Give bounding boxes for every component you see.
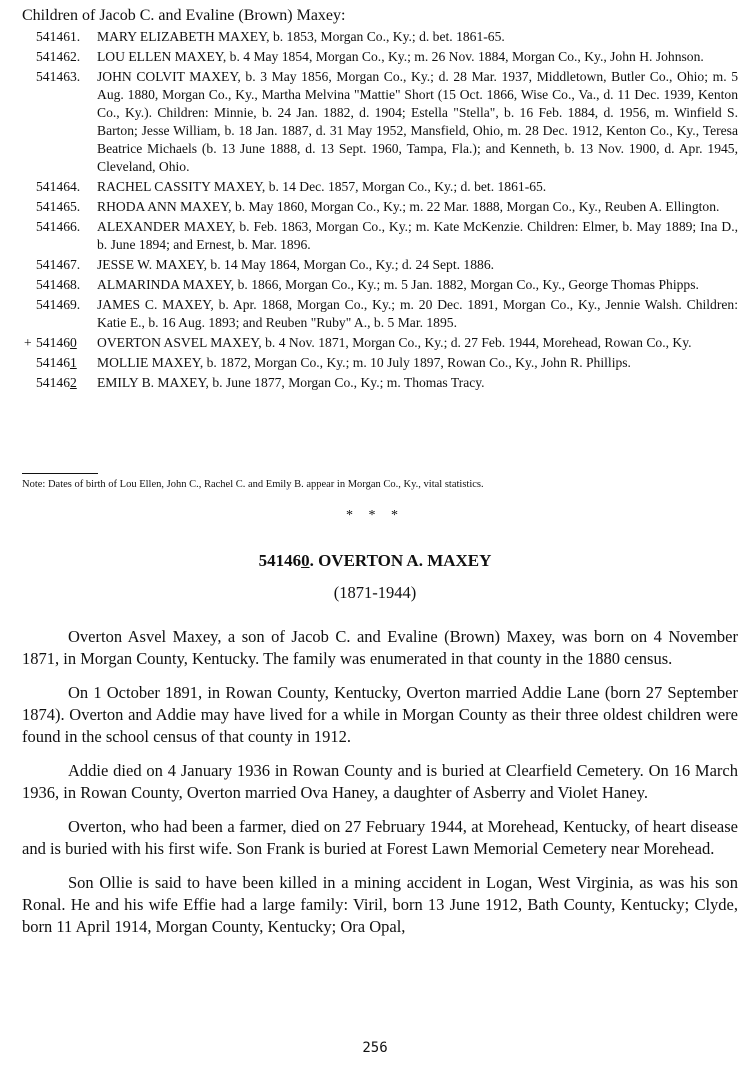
child-entry xyxy=(0,48,750,66)
entry-text: LOU ELLEN MAXEY, b. 4 May 1854, Morgan Co., Ky.; m. 26 Nov. 1884, Morgan Co., Ky., John H. Johnson. xyxy=(97,49,704,64)
entry-text: JOHN COLVIT MAXEY, b. 3 May 1856, Morgan Co., Ky.; d. 28 Mar. 1937, Middletown, Butler Co., Ohio; m. 5 Aug. 1880, Morgan Co., Ky., Martha Melvina "Mattie" Short (15 Oct. 1866, Wise Co., Va., d. 11 Dec. 1939, Kenton Co., Ky.). Children: Minnie, b. 24 Jan. 1882, d. 1904; Estella "Stella", b. 16 Feb. 1884, d. 1956, m. Winfield S. Barton; Jesse William, b. 18 Jan. 1887, d. 31 May 1952, Mansfield, Ohio, m. 28 Dec. 1912, Kenton Co., Ky., Teresa Beatrice Michaels (b. 13 June 1888, d. 13 Sept. 1960, Tampa, Fla.); and Kenneth, b. 13 Nov. 1900, d. Apr. 1945, Cleveland, Ohio. xyxy=(97,69,738,174)
entry-number-base: 541468. xyxy=(36,277,81,292)
child-entry xyxy=(0,198,750,216)
entry-number-base: 54146 xyxy=(36,375,70,390)
entry-number-base: 541466. xyxy=(36,219,81,234)
entry-number-base: 541462. xyxy=(36,49,81,64)
child-entry xyxy=(0,334,750,352)
line-marker: + xyxy=(24,335,32,350)
section-heading xyxy=(0,550,750,572)
page-number: 256 xyxy=(362,1040,388,1056)
entry-number xyxy=(36,354,96,372)
entry-number xyxy=(36,256,96,274)
paragraph: Addie died on 4 January 1936 in Rowan County and is buried at Clearfield Cemetery. On 16 March 1936, in Rowan County, Overton married Ova Haney, a daughter of Asberry and Violet Haney. xyxy=(22,761,738,802)
section-separator: * * * xyxy=(346,508,404,523)
entry-text: RHODA ANN MAXEY, b. May 1860, Morgan Co., Ky.; m. 22 Mar. 1888, Morgan Co., Ky., Reuben A. Ellington. xyxy=(97,199,720,214)
children-intro: Children of Jacob C. and Evaline (Brown) Maxey: xyxy=(22,7,346,24)
entry-number-base: 541465. xyxy=(36,199,81,214)
entry-text: ALEXANDER MAXEY, b. Feb. 1863, Morgan Co., Ky.; m. Kate McKenzie. Children: Elmer, b. May 1889; Ina D., b. June 1894; and Ernest, b. Mar. 1896. xyxy=(97,219,738,252)
paragraph: Son Ollie is said to have been killed in a mining accident in Logan, West Virginia, as was his son Ronal. He and his wife Effie had a large family: Viril, born 13 June 1912, Bath County, Kentucky; Clyde, born 11 April 1914, Morgan County, Kentucky; Ora Opal, xyxy=(22,873,738,936)
entry-number xyxy=(36,334,96,352)
entry-text: EMILY B. MAXEY, b. June 1877, Morgan Co., Ky.; m. Thomas Tracy. xyxy=(97,375,485,390)
entry-text: MOLLIE MAXEY, b. 1872, Morgan Co., Ky.; m. 10 July 1897, Rowan Co., Ky., John R. Phillips. xyxy=(97,355,631,370)
entry-number-digit: 0 xyxy=(69,335,77,350)
entry-number xyxy=(36,178,96,196)
entry-number-base: 541463. xyxy=(36,69,81,84)
life-dates: (1871-1944) xyxy=(333,583,417,602)
entry-text: OVERTON ASVEL MAXEY, b. 4 Nov. 1871, Morgan Co., Ky.; d. 27 Feb. 1944, Morehead, Rowan Co., Ky. xyxy=(97,335,692,350)
entry-number xyxy=(36,28,96,46)
entry-number xyxy=(36,68,96,86)
entry-number xyxy=(36,48,96,66)
entry-number xyxy=(36,218,96,236)
entry-number xyxy=(36,276,96,294)
child-entry xyxy=(0,28,750,46)
paragraph: Overton Asvel Maxey, a son of Jacob C. and Evaline (Brown) Maxey, was born on 4 November 1871, in Morgan County, Kentucky. The family was enumerated in that county in the 1880 census. xyxy=(22,627,738,668)
entry-text: JAMES C. MAXEY, b. Apr. 1868, Morgan Co., Ky.; m. 20 Dec. 1891, Morgan Co., Ky., Jennie Walsh. Children: Katie E., b. 16 Aug. 1893; and Reuben "Ruby" A., b. 5 Mar. 1895. xyxy=(97,297,738,330)
child-entry xyxy=(0,354,750,372)
heading-number-base: 54146 xyxy=(258,551,302,570)
child-entry xyxy=(0,68,750,176)
child-entry xyxy=(0,374,750,392)
entry-number xyxy=(36,374,96,392)
entry-number-base: 541467. xyxy=(36,257,81,272)
heading-number-digit: 0 xyxy=(301,551,310,570)
entry-number-base: 541461. xyxy=(36,29,81,44)
entry-number-digit: 1 xyxy=(69,355,77,370)
entry-number-base: 54146 xyxy=(36,335,70,350)
entry-number-base: 541464. xyxy=(36,179,81,194)
children-list xyxy=(0,28,750,394)
child-entry xyxy=(0,276,750,294)
paragraph: On 1 October 1891, in Rowan County, Kentucky, Overton married Addie Lane (born 27 September 1874). Overton and Addie may have lived for a while in Morgan County as their three oldest children were found in the school census of that county in 1912. xyxy=(22,683,738,746)
footnote: Note: Dates of birth of Lou Ellen, John C., Rachel C. and Emily B. appear in Morgan Co., Ky., vital statistics. xyxy=(22,479,484,490)
entry-text: RACHEL CASSITY MAXEY, b. 14 Dec. 1857, Morgan Co., Ky.; d. bet. 1861-65. xyxy=(97,179,547,194)
biography-body xyxy=(22,626,738,950)
entry-text: JESSE W. MAXEY, b. 14 May 1864, Morgan Co., Ky.; d. 24 Sept. 1886. xyxy=(97,257,495,272)
entry-number-digit: 2 xyxy=(69,375,77,390)
child-entry xyxy=(0,256,750,274)
entry-number xyxy=(36,296,96,314)
entry-number-base: 541469. xyxy=(36,297,81,312)
heading-name: . OVERTON A. MAXEY xyxy=(309,551,492,570)
footnote-rule xyxy=(22,473,98,474)
entry-number-base: 54146 xyxy=(36,355,70,370)
child-entry xyxy=(0,218,750,254)
child-entry xyxy=(0,296,750,332)
child-entry xyxy=(0,178,750,196)
entry-text: MARY ELIZABETH MAXEY, b. 1853, Morgan Co., Ky.; d. bet. 1861-65. xyxy=(97,29,505,44)
entry-number xyxy=(36,198,96,216)
paragraph: Overton, who had been a farmer, died on 27 February 1944, at Morehead, Kentucky, of heart disease and is buried with his first wife. Son Frank is buried at Forest Lawn Memorial Cemetery near Morehead. xyxy=(22,817,738,858)
entry-text: ALMARINDA MAXEY, b. 1866, Morgan Co., Ky.; m. 5 Jan. 1882, Morgan Co., Ky., George Thomas Phipps. xyxy=(97,277,699,292)
